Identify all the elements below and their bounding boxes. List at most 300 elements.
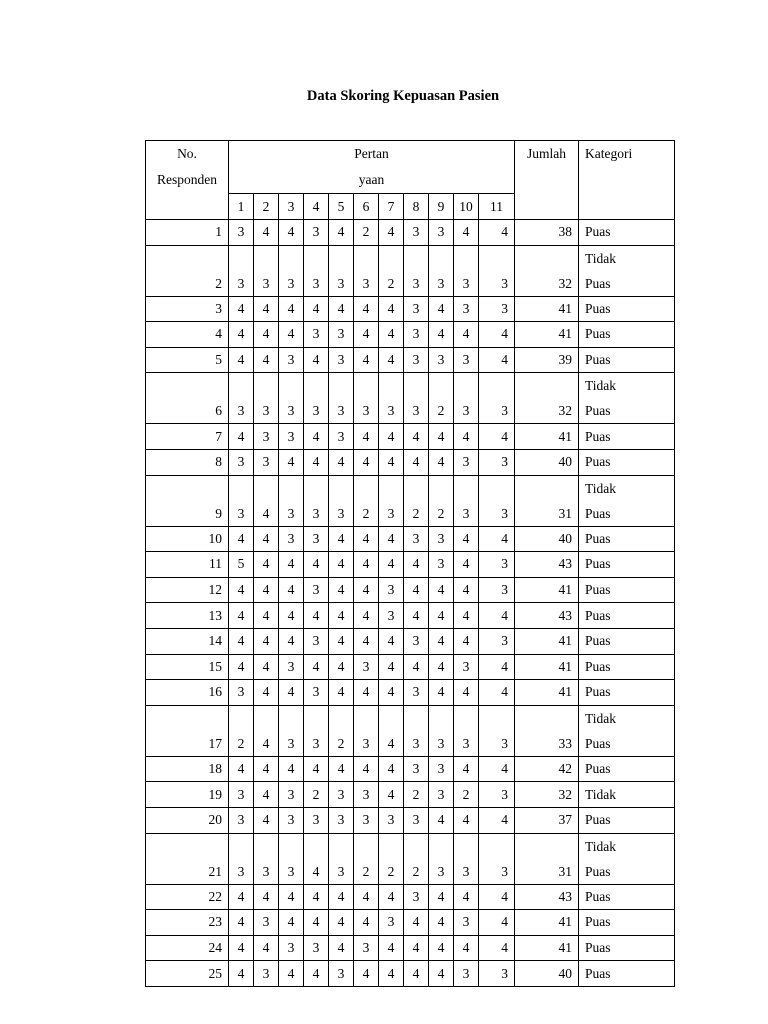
score-cell: 4 — [254, 296, 279, 322]
score-cell: 3 — [304, 526, 329, 552]
score-cell: 3 — [429, 833, 454, 884]
score-cell: 3 — [229, 475, 254, 526]
score-cell: 2 — [329, 705, 354, 756]
jumlah-cell: 33 — [515, 705, 579, 756]
score-cell: 3 — [404, 756, 429, 782]
score-cell: 3 — [379, 807, 404, 833]
score-cell: 4 — [329, 628, 354, 654]
score-cell: 3 — [279, 807, 304, 833]
respondent-number: 7 — [146, 424, 229, 450]
score-cell: 3 — [479, 475, 515, 526]
respondent-number: 2 — [146, 245, 229, 296]
score-cell: 4 — [429, 424, 454, 450]
score-cell: 4 — [429, 449, 454, 475]
score-cell: 3 — [329, 373, 354, 424]
score-cell: 4 — [329, 577, 354, 603]
jumlah-cell: 32 — [515, 373, 579, 424]
score-cell: 4 — [379, 756, 404, 782]
question-number: 10 — [454, 194, 479, 220]
score-cell: 4 — [229, 322, 254, 348]
score-cell: 4 — [454, 756, 479, 782]
score-cell: 3 — [454, 373, 479, 424]
score-cell: 4 — [379, 449, 404, 475]
score-cell: 3 — [229, 680, 254, 706]
table-row — [146, 628, 675, 654]
score-cell: 3 — [304, 577, 329, 603]
score-cell: 4 — [429, 961, 454, 987]
score-cell: 4 — [379, 526, 404, 552]
score-cell: 4 — [404, 961, 429, 987]
score-cell: 3 — [429, 220, 454, 246]
respondent-number: 18 — [146, 756, 229, 782]
score-cell: 4 — [254, 603, 279, 629]
score-cell: 2 — [404, 475, 429, 526]
score-cell: 3 — [479, 449, 515, 475]
score-cell: 4 — [354, 603, 379, 629]
score-cell: 3 — [279, 424, 304, 450]
question-number: 5 — [329, 194, 354, 220]
kategori-text: Puas — [585, 530, 611, 546]
score-cell: 4 — [454, 552, 479, 578]
jumlah-cell: 41 — [515, 680, 579, 706]
score-cell: 4 — [379, 654, 404, 680]
score-cell: 4 — [429, 296, 454, 322]
score-cell: 4 — [304, 552, 329, 578]
kategori-cell — [579, 884, 675, 910]
jumlah-cell: 40 — [515, 449, 579, 475]
score-cell: 4 — [479, 680, 515, 706]
score-cell: 3 — [279, 833, 304, 884]
kategori-cell — [579, 807, 675, 833]
score-cell: 4 — [379, 347, 404, 373]
score-cell: 4 — [229, 347, 254, 373]
score-cell: 3 — [379, 577, 404, 603]
kategori-text: Puas — [585, 965, 611, 981]
score-cell: 3 — [404, 705, 429, 756]
score-cell: 4 — [304, 756, 329, 782]
score-cell: 4 — [354, 628, 379, 654]
score-cell: 4 — [379, 705, 404, 756]
score-cell: 4 — [304, 296, 329, 322]
score-cell: 4 — [229, 935, 254, 961]
kategori-cell — [579, 756, 675, 782]
respondent-number: 10 — [146, 526, 229, 552]
header-kategori: Kategori — [579, 141, 675, 220]
score-cell: 4 — [429, 577, 454, 603]
table-row — [146, 756, 675, 782]
score-cell: 4 — [354, 449, 379, 475]
score-cell: 4 — [479, 603, 515, 629]
table-row — [146, 347, 675, 373]
score-cell: 4 — [229, 628, 254, 654]
score-cell: 4 — [454, 577, 479, 603]
kategori-cell — [579, 603, 675, 629]
score-cell: 4 — [254, 807, 279, 833]
score-cell: 4 — [429, 910, 454, 936]
score-cell: 4 — [379, 884, 404, 910]
jumlah-cell: 41 — [515, 628, 579, 654]
kategori-text: Puas — [585, 224, 611, 240]
table-row — [146, 782, 675, 808]
score-cell: 3 — [454, 245, 479, 296]
kategori-text: Puas — [585, 300, 611, 316]
score-cell: 4 — [329, 654, 354, 680]
jumlah-cell: 37 — [515, 807, 579, 833]
score-cell: 4 — [354, 756, 379, 782]
kategori-text: Puas — [585, 582, 611, 598]
score-cell: 4 — [454, 884, 479, 910]
score-cell: 3 — [404, 220, 429, 246]
kategori-cell — [579, 245, 675, 296]
score-cell: 3 — [404, 884, 429, 910]
kategori-cell — [579, 373, 675, 424]
kategori-text: Puas — [585, 914, 611, 930]
score-cell: 3 — [329, 833, 354, 884]
score-cell: 4 — [354, 680, 379, 706]
score-cell: 3 — [354, 782, 379, 808]
score-cell: 4 — [454, 526, 479, 552]
score-cell: 3 — [304, 245, 329, 296]
score-cell: 4 — [479, 910, 515, 936]
score-cell: 5 — [229, 552, 254, 578]
score-cell: 4 — [454, 424, 479, 450]
score-cell: 3 — [479, 833, 515, 884]
score-cell: 3 — [354, 654, 379, 680]
kategori-text: Puas — [585, 761, 611, 777]
table-row — [146, 705, 675, 756]
score-cell: 3 — [479, 552, 515, 578]
score-cell: 4 — [404, 910, 429, 936]
score-cell: 3 — [229, 833, 254, 884]
score-cell: 3 — [279, 705, 304, 756]
score-cell: 3 — [404, 526, 429, 552]
score-cell: 3 — [429, 245, 454, 296]
score-cell: 3 — [229, 373, 254, 424]
score-cell: 4 — [254, 884, 279, 910]
score-cell: 3 — [454, 449, 479, 475]
score-cell: 3 — [329, 347, 354, 373]
score-cell: 2 — [354, 833, 379, 884]
score-cell: 4 — [279, 322, 304, 348]
respondent-number: 1 — [146, 220, 229, 246]
score-cell: 4 — [279, 680, 304, 706]
kategori-cell — [579, 628, 675, 654]
score-cell: 3 — [304, 680, 329, 706]
score-cell: 3 — [479, 373, 515, 424]
respondent-number: 5 — [146, 347, 229, 373]
score-cell: 3 — [279, 526, 304, 552]
respondent-number: 16 — [146, 680, 229, 706]
score-cell: 4 — [279, 449, 304, 475]
score-cell: 4 — [304, 961, 329, 987]
score-cell: 3 — [304, 628, 329, 654]
jumlah-cell: 38 — [515, 220, 579, 246]
score-cell: 4 — [429, 322, 454, 348]
respondent-number: 19 — [146, 782, 229, 808]
score-cell: 3 — [329, 424, 354, 450]
question-number: 7 — [379, 194, 404, 220]
score-cell: 3 — [304, 373, 329, 424]
score-cell: 3 — [404, 296, 429, 322]
score-cell: 4 — [279, 552, 304, 578]
score-cell: 2 — [379, 245, 404, 296]
kategori-text: Puas — [585, 607, 611, 623]
kategori-cell — [579, 654, 675, 680]
respondent-number: 17 — [146, 705, 229, 756]
kategori-text: Puas — [585, 658, 611, 674]
table-row — [146, 424, 675, 450]
question-number: 9 — [429, 194, 454, 220]
score-cell: 4 — [479, 884, 515, 910]
score-cell: 4 — [329, 603, 354, 629]
score-cell: 3 — [254, 449, 279, 475]
score-cell: 4 — [429, 680, 454, 706]
score-cell: 3 — [479, 245, 515, 296]
jumlah-cell: 41 — [515, 296, 579, 322]
kategori-text: Puas — [585, 505, 611, 521]
respondent-number: 9 — [146, 475, 229, 526]
score-cell: 4 — [379, 782, 404, 808]
respondent-number: 25 — [146, 961, 229, 987]
kategori-text: Puas — [585, 633, 611, 649]
score-cell: 4 — [479, 322, 515, 348]
score-cell: 4 — [354, 552, 379, 578]
score-cell: 3 — [479, 296, 515, 322]
score-cell: 3 — [479, 577, 515, 603]
score-cell: 4 — [254, 552, 279, 578]
score-cell: 4 — [379, 220, 404, 246]
table-row — [146, 449, 675, 475]
score-cell: 4 — [279, 910, 304, 936]
score-cell: 4 — [429, 807, 454, 833]
score-cell: 4 — [479, 220, 515, 246]
score-cell: 3 — [454, 833, 479, 884]
respondent-number: 24 — [146, 935, 229, 961]
jumlah-cell: 41 — [515, 577, 579, 603]
score-cell: 4 — [304, 603, 329, 629]
score-cell: 4 — [479, 807, 515, 833]
score-cell: 4 — [254, 705, 279, 756]
score-cell: 3 — [404, 245, 429, 296]
table-row — [146, 322, 675, 348]
kategori-text: Puas — [585, 939, 611, 955]
score-cell: 4 — [354, 424, 379, 450]
score-cell: 3 — [304, 807, 329, 833]
kategori-text: Puas — [585, 888, 611, 904]
jumlah-cell: 31 — [515, 475, 579, 526]
score-cell: 4 — [229, 756, 254, 782]
score-cell: 4 — [254, 526, 279, 552]
score-cell: 3 — [404, 628, 429, 654]
score-cell: 3 — [354, 373, 379, 424]
score-cell: 4 — [329, 526, 354, 552]
score-cell: 3 — [429, 782, 454, 808]
score-cell: 3 — [404, 373, 429, 424]
score-cell: 4 — [279, 603, 304, 629]
kategori-text: Tidak — [585, 786, 617, 802]
score-cell: 4 — [279, 628, 304, 654]
score-cell: 3 — [229, 220, 254, 246]
jumlah-cell: 43 — [515, 603, 579, 629]
score-cell: 4 — [354, 910, 379, 936]
score-cell: 4 — [379, 628, 404, 654]
score-cell: 3 — [379, 910, 404, 936]
header-pertanyaan: Pertan yaan — [229, 141, 515, 194]
score-cell: 4 — [229, 654, 254, 680]
score-cell: 3 — [454, 961, 479, 987]
score-cell: 4 — [454, 935, 479, 961]
score-cell: 3 — [279, 475, 304, 526]
kategori-text: Tidak — [585, 480, 617, 496]
question-number: 3 — [279, 194, 304, 220]
score-cell: 3 — [304, 322, 329, 348]
score-cell: 3 — [229, 782, 254, 808]
table-row — [146, 245, 675, 296]
score-cell: 4 — [454, 628, 479, 654]
respondent-number: 3 — [146, 296, 229, 322]
table-row — [146, 654, 675, 680]
table-row — [146, 680, 675, 706]
score-cell: 4 — [304, 449, 329, 475]
kategori-cell — [579, 910, 675, 936]
respondent-number: 22 — [146, 884, 229, 910]
score-cell: 4 — [279, 296, 304, 322]
table-row — [146, 961, 675, 987]
question-number: 6 — [354, 194, 379, 220]
question-number: 8 — [404, 194, 429, 220]
kategori-cell — [579, 680, 675, 706]
score-cell: 3 — [329, 961, 354, 987]
score-cell: 3 — [354, 935, 379, 961]
score-cell: 4 — [479, 756, 515, 782]
score-cell: 3 — [379, 603, 404, 629]
table-row — [146, 373, 675, 424]
score-cell: 4 — [404, 935, 429, 961]
score-cell: 3 — [404, 322, 429, 348]
score-cell: 4 — [354, 961, 379, 987]
question-number: 11 — [479, 194, 515, 220]
score-cell: 4 — [279, 961, 304, 987]
jumlah-cell: 40 — [515, 526, 579, 552]
score-cell: 4 — [454, 680, 479, 706]
kategori-text: Tidak — [585, 710, 617, 726]
score-cell: 4 — [254, 347, 279, 373]
score-cell: 4 — [304, 910, 329, 936]
score-cell: 4 — [304, 884, 329, 910]
score-cell: 2 — [404, 833, 429, 884]
score-cell: 3 — [429, 526, 454, 552]
score-cell: 4 — [379, 322, 404, 348]
kategori-cell — [579, 449, 675, 475]
kategori-cell — [579, 961, 675, 987]
score-cell: 3 — [304, 935, 329, 961]
score-cell: 3 — [354, 245, 379, 296]
kategori-text: Puas — [585, 428, 611, 444]
kategori-text: Puas — [585, 812, 611, 828]
score-cell: 3 — [254, 373, 279, 424]
score-cell: 2 — [429, 373, 454, 424]
score-cell: 4 — [429, 935, 454, 961]
score-cell: 3 — [454, 654, 479, 680]
score-cell: 4 — [254, 220, 279, 246]
score-cell: 4 — [329, 756, 354, 782]
score-cell: 4 — [479, 347, 515, 373]
jumlah-cell: 32 — [515, 782, 579, 808]
jumlah-cell: 41 — [515, 322, 579, 348]
table-row — [146, 603, 675, 629]
jumlah-cell: 42 — [515, 756, 579, 782]
score-cell: 4 — [379, 680, 404, 706]
score-cell: 4 — [379, 424, 404, 450]
kategori-text: Puas — [585, 556, 611, 572]
score-cell: 3 — [254, 910, 279, 936]
kategori-cell — [579, 220, 675, 246]
score-cell: 4 — [379, 935, 404, 961]
score-cell: 4 — [479, 526, 515, 552]
score-cell: 4 — [254, 654, 279, 680]
score-cell: 4 — [279, 220, 304, 246]
score-cell: 3 — [454, 475, 479, 526]
score-cell: 2 — [304, 782, 329, 808]
respondent-number: 12 — [146, 577, 229, 603]
score-cell: 4 — [229, 526, 254, 552]
score-cell: 4 — [254, 475, 279, 526]
score-cell: 4 — [479, 935, 515, 961]
kategori-cell — [579, 935, 675, 961]
score-cell: 4 — [329, 935, 354, 961]
header-jumlah: Jumlah — [515, 141, 579, 220]
score-cell: 3 — [454, 705, 479, 756]
kategori-cell — [579, 782, 675, 808]
score-cell: 3 — [379, 475, 404, 526]
score-cell: 3 — [454, 910, 479, 936]
score-cell: 4 — [354, 577, 379, 603]
table-row — [146, 296, 675, 322]
score-cell: 4 — [329, 884, 354, 910]
kategori-cell — [579, 526, 675, 552]
respondent-number: 11 — [146, 552, 229, 578]
kategori-text: Puas — [585, 454, 611, 470]
scoring-table — [145, 140, 675, 987]
score-cell: 3 — [479, 628, 515, 654]
score-cell: 4 — [404, 449, 429, 475]
score-cell: 3 — [354, 807, 379, 833]
respondent-number: 20 — [146, 807, 229, 833]
respondent-number: 4 — [146, 322, 229, 348]
score-cell: 3 — [229, 807, 254, 833]
score-cell: 4 — [479, 654, 515, 680]
score-cell: 4 — [354, 296, 379, 322]
kategori-cell — [579, 322, 675, 348]
score-cell: 4 — [404, 552, 429, 578]
score-cell: 4 — [354, 322, 379, 348]
respondent-number: 23 — [146, 910, 229, 936]
score-cell: 4 — [354, 526, 379, 552]
score-cell: 2 — [354, 475, 379, 526]
score-cell: 4 — [404, 654, 429, 680]
respondent-number: 13 — [146, 603, 229, 629]
score-cell: 3 — [304, 705, 329, 756]
jumlah-cell: 32 — [515, 245, 579, 296]
table-row — [146, 833, 675, 884]
table-row — [146, 552, 675, 578]
score-cell: 4 — [429, 628, 454, 654]
score-cell: 3 — [279, 782, 304, 808]
header-no-responden: No. Responden — [146, 141, 229, 220]
kategori-text: Puas — [585, 352, 611, 368]
score-cell: 4 — [354, 347, 379, 373]
score-cell: 3 — [429, 347, 454, 373]
